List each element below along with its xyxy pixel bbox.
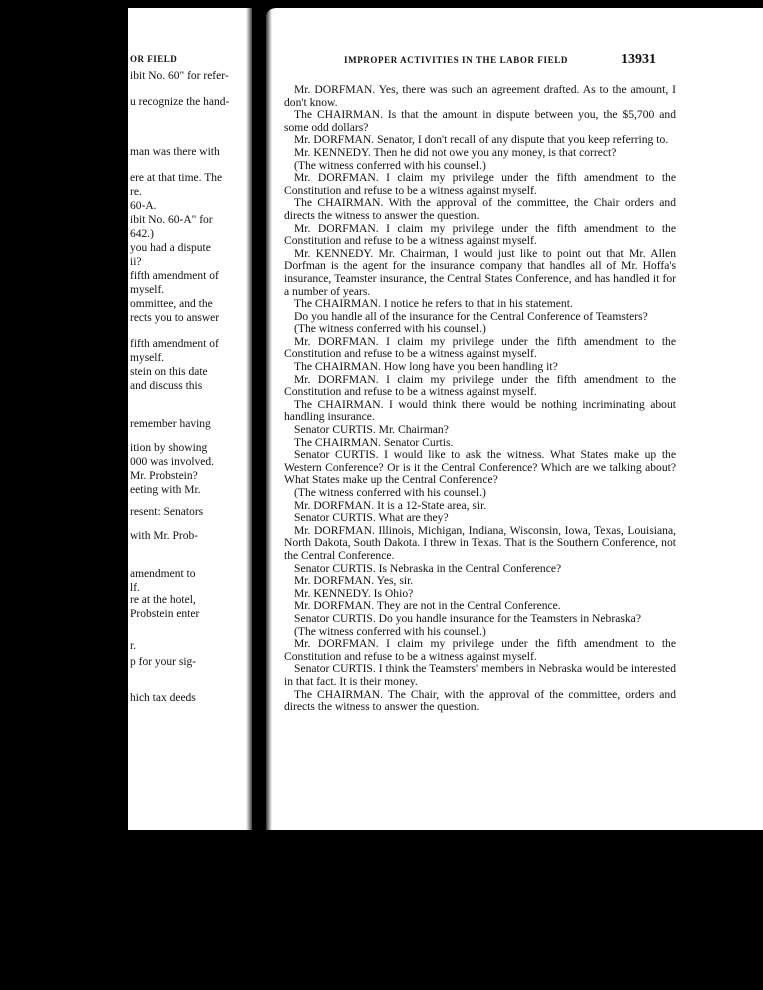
left-page-line: you had a dispute <box>130 242 211 254</box>
transcript-paragraph: Mr. DORFMAN. Yes, there was such an agreement drafted. As to the amount, I don't know. <box>284 83 676 109</box>
left-page-line: with Mr. Prob- <box>130 530 199 542</box>
left-page-line: fifth amendment of <box>130 270 219 282</box>
transcript-paragraph: Mr. DORFMAN. It is a 12-State area, sir. <box>294 498 487 512</box>
transcript-paragraph: Mr. KENNEDY. Mr. Chairman, I would just like to point out that Mr. Allen Dorfman is the agent for the insurance company that handles all of Mr. Hoffa's insurance, Teamster insurance, the Central States Conference, and has handled it for a number of years. <box>284 246 676 298</box>
left-page-line: resent: Senators <box>130 506 204 518</box>
left-page-line: and discuss this <box>130 380 203 392</box>
bottom-black-margin <box>0 830 763 990</box>
left-page-line: ere at that time. The <box>130 172 223 184</box>
left-page-line: 60-A. <box>130 200 157 212</box>
running-head: IMPROPER ACTIVITIES IN THE LABOR FIELD <box>344 55 568 65</box>
transcript-paragraph: The CHAIRMAN. I would think there would be nothing incriminating about handling insurance. <box>284 397 676 424</box>
left-page-line: Probstein enter <box>130 608 200 620</box>
left-page-line: man was there with <box>130 146 220 158</box>
left-page-line: ition by showing <box>130 442 208 454</box>
transcript-paragraph: Senator CURTIS. Is Nebraska in the Central Conference? <box>294 561 562 575</box>
transcript-paragraph: Mr. DORFMAN. Senator, I don't recall of any dispute that you keep referring to. <box>294 133 669 147</box>
left-page-line: myself. <box>130 284 165 296</box>
left-page-line: re. <box>130 186 142 198</box>
left-page-line: lf. <box>130 582 140 594</box>
transcript-paragraph: The CHAIRMAN. Is that the amount in dispute between you, the $5,700 and some odd dollars? <box>284 108 676 134</box>
transcript-paragraph: The CHAIRMAN. How long have you been handling it? <box>294 360 558 374</box>
left-page-line: r. <box>130 640 137 652</box>
left-page-line: eeting with Mr. <box>130 484 201 496</box>
left-page-line: amendment to <box>130 568 196 580</box>
transcript-paragraph: The CHAIRMAN. With the approval of the committee, the Chair orders and directs the witness to answer the question. <box>284 196 676 222</box>
transcript-paragraph: Mr. KENNEDY. Is Ohio? <box>294 586 414 600</box>
left-page-line: remember having <box>130 418 211 430</box>
left-page-line: fifth amendment of <box>130 338 219 350</box>
transcript-paragraph: (The witness conferred with his counsel.) <box>294 158 486 172</box>
transcript-paragraph: Senator CURTIS. What are they? <box>294 511 449 525</box>
transcript-paragraph: Mr. DORFMAN. Illinois, Michigan, Indiana, Wisconsin, Iowa, Texas, Louisiana, North Dakota, South Dakota. I threw in Texas. That is the Southern Conference, not the Central Conference. <box>284 523 676 562</box>
transcript-paragraph: Senator CURTIS. Mr. Chairman? <box>294 423 449 437</box>
transcript-paragraph: Mr. DORFMAN. I claim my privilege under the fifth amendment to the Constitution and refuse to be a witness against myself. <box>284 334 676 361</box>
left-page-line: ibit No. 60" for refer- <box>130 70 229 82</box>
transcript-body <box>284 84 676 714</box>
transcript-paragraph: Do you handle all of the insurance for the Central Conference of Teamsters? <box>294 309 648 323</box>
right-page-gutter-shadow <box>266 8 272 830</box>
transcript-paragraph: Mr. DORFMAN. They are not in the Central Conference. <box>294 599 561 613</box>
transcript-paragraph: Mr. DORFMAN. Yes, sir. <box>294 574 414 588</box>
left-page-line: rects you to answer <box>130 312 220 324</box>
transcript-paragraph: Senator CURTIS. I would like to ask the witness. What States make up the Western Conference? Or is it the Central Conference? Which are we talking about? What States make up the Central Conference? <box>284 448 676 487</box>
left-page-line: ibit No. 60-A" for <box>130 214 213 226</box>
transcript-paragraph: The CHAIRMAN. I notice he refers to that in his statement. <box>294 297 573 311</box>
left-page-line: u recognize the hand- <box>130 96 230 108</box>
left-page-line: re at the hotel, <box>130 594 196 606</box>
left-page-fragment <box>128 8 252 830</box>
left-page-line: 000 was involved. <box>130 456 215 468</box>
transcript-paragraph: Mr. KENNEDY. Then he did not owe you any money, is that correct? <box>294 145 617 159</box>
transcript-paragraph: (The witness conferred with his counsel.) <box>294 486 486 499</box>
transcript-paragraph: Mr. DORFMAN. I claim my privilege under the fifth amendment to the Constitution and refuse to be a witness against myself. <box>284 171 676 197</box>
transcript-paragraph: Mr. DORFMAN. I claim my privilege under the fifth amendment to the Constitution and refuse to be a witness against myself. <box>284 372 676 399</box>
transcript-paragraph: Mr. DORFMAN. I claim my privilege under the fifth amendment to the Constitution and refuse to be a witness against myself. <box>284 637 676 663</box>
transcript-paragraph: (The witness conferred with his counsel.) <box>294 624 486 638</box>
transcript-paragraph: Senator CURTIS. I think the Teamsters' members in Nebraska would be interested in that fact. It is their money. <box>284 662 676 688</box>
transcript-paragraph: Senator CURTIS. Do you handle insurance for the Teamsters in Nebraska? <box>294 611 641 625</box>
left-page-line: Mr. Probstein? <box>130 470 198 482</box>
transcript-paragraph: (The witness conferred with his counsel.) <box>294 322 486 336</box>
page-number: 13931 <box>621 52 656 67</box>
left-page-line: myself. <box>130 352 165 364</box>
left-running-head: OR FIELD <box>130 54 178 64</box>
left-page-line: hich tax deeds <box>130 692 196 704</box>
transcript-paragraph: The CHAIRMAN. Senator Curtis. <box>294 435 454 449</box>
left-page-line: ii? <box>130 256 142 268</box>
left-page-line: stein on this date <box>130 366 208 378</box>
right-page <box>266 8 763 830</box>
left-page-line: ommittee, and the <box>130 298 213 310</box>
left-page-line: p for your sig- <box>130 656 197 668</box>
transcript-paragraph: Mr. DORFMAN. I claim my privilege under the fifth amendment to the Constitution and refuse to be a witness against myself. <box>284 221 676 248</box>
transcript-paragraph: The CHAIRMAN. The Chair, with the approval of the committee, orders and directs the witness to answer the question. <box>284 687 676 714</box>
left-page-line: 642.) <box>130 228 154 240</box>
